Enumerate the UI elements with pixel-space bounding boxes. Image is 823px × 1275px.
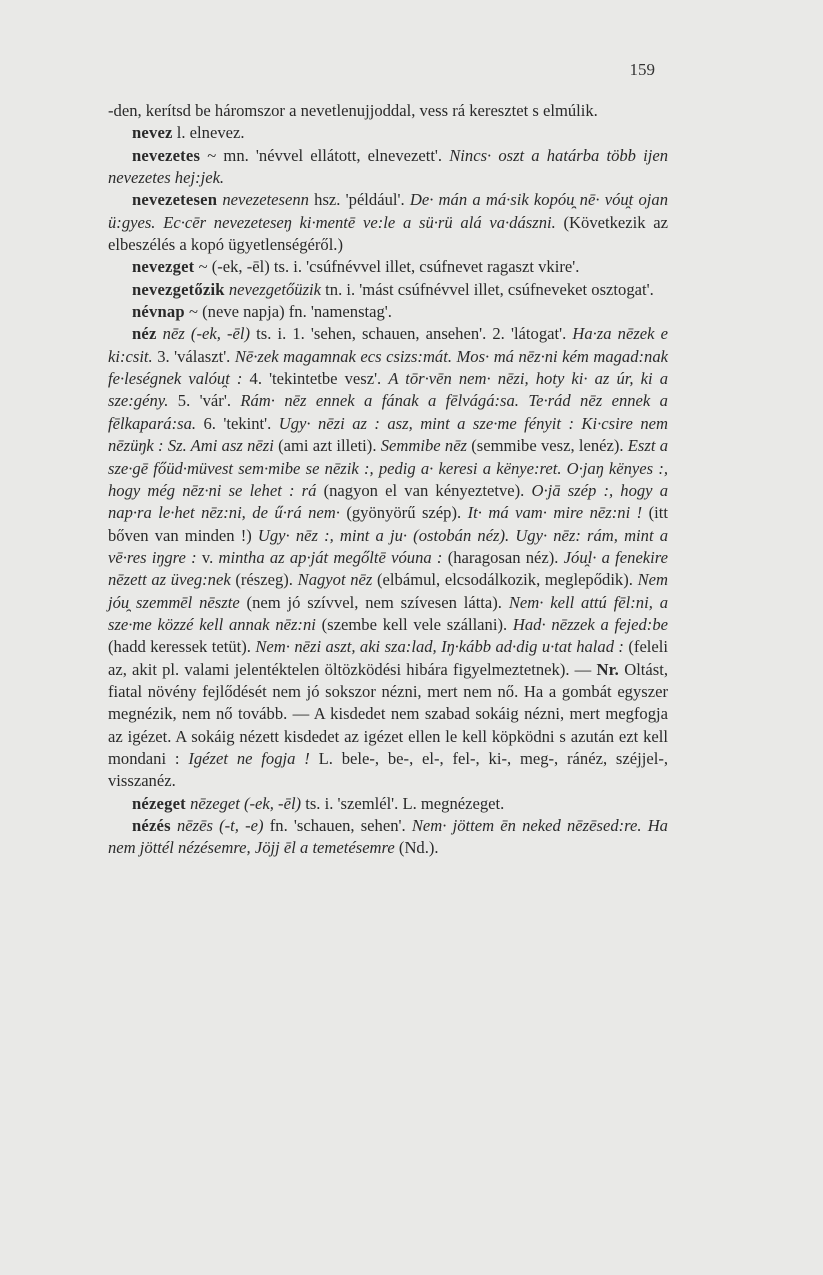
example: Nem· kell attú fēl:ni, a sze·me közzé kell annak nēz:ni [108, 592, 669, 634]
entry-text: ~ (neve napja) fn. 'namenstag'. [184, 302, 392, 322]
example: Ha·za nēzek e ki:csit. [108, 324, 669, 366]
example: Ugy· nēzi az : asz, mint a sze·me fényit : Ki·csire nem nēzüŋk : Sz. Ami asz nēzi [108, 413, 668, 456]
example: Igézet ne fogja ! [188, 748, 310, 768]
entry-text: 4. 'tekintetbe vesz'. [242, 369, 389, 389]
entry-text: v. [196, 547, 219, 567]
entry-text: 3. 'választ'. [152, 346, 235, 366]
entry-text: (ami azt illeti). [273, 436, 381, 456]
entry-nevezget [108, 256, 668, 278]
entry-text: 6. 'tekint'. [196, 413, 279, 433]
dialect-form: nevezetesenn [217, 190, 309, 210]
entry-text: (itt bőven van minden !) [108, 503, 668, 545]
entry-nevezetes [108, 145, 668, 190]
headword: nevezgetőzik [132, 279, 225, 299]
entry-text: (nagyon el van kényeztetve). [316, 480, 532, 500]
entry-nez [108, 323, 668, 792]
example: De· mán a má·sik kopóu̯ nē· vóu̯t ojan ü:gyes. Ec·cēr nevezeteseŋ ki·mentē ve:le a sü·rü alá va·dászni. [108, 190, 668, 232]
example: Nem jóu̯ szemmēl nēszte [108, 570, 669, 612]
example: O·jā szép :, hogy a nap·ra le·het nēz:ni, de ű·rá nem· [108, 480, 669, 523]
entry-text: ts. i. 1. 'sehen, schauen, ansehen'. 2. 'látogat'. [250, 324, 573, 344]
entry-text: (szembe kell vele szállani). [315, 614, 513, 634]
headword: nevez [132, 123, 173, 143]
example: It· má vam· mire nēz:ni ! [467, 503, 643, 523]
entry-text: ts. i. 'szemlél'. L. megnézeget. [301, 793, 505, 813]
entry-text: ~ mn. 'névvel ellátott, elnevezett'. [200, 145, 450, 165]
entry-text: (gyönyörű szép). [339, 503, 468, 523]
entry-text: fn. 'schauen, sehen'. [263, 816, 412, 835]
headword: nézeget [132, 793, 186, 813]
entry-nezes [108, 815, 668, 860]
entry-text: (nem jó szívvel, nem szívesen látta). [239, 592, 509, 612]
example: Nē·zek magamnak ecs csizs:mát. Mos· má nēz·ni kém magad:nak fe·leségnek valóu̯t : [108, 346, 668, 389]
example: Nincs· oszt a határba több ijen nevezetes hej:jek. [108, 145, 668, 188]
headword: nevezetesen [132, 190, 218, 210]
example: Ugy· nēz :, mint a ju· (ostobán néz). Ugy· nēz: rám, mint a vē·res iŋgre : [108, 525, 669, 567]
example: Nagyot nēz [297, 570, 373, 590]
example: A tōr·vēn nem· nēzi, hoty ki· az úr, ki a sze:gény. [108, 369, 668, 411]
example: Nem· jöttem ēn neked nēzēsed:re. Ha nem jöttél nézésemre, Jöjj ēl a temetésemre [108, 816, 668, 858]
example: Rám· nēz ennek a fának a fēlvágá:sa. Te·rád nēz ennek a fēlkapará:sa. [108, 391, 668, 433]
entry-nezeget [108, 793, 668, 815]
entry-text: (részeg). [230, 570, 298, 590]
entry-text: (semmibe vesz, lenéz). [467, 436, 628, 456]
entry-text: (Következik az elbeszélés a kopó ügyetlenségéről.) [108, 212, 668, 255]
entry-text: (Nd.). [394, 838, 439, 858]
page-number: 159 [629, 60, 655, 79]
headword: névnap [132, 302, 185, 322]
entry-text: l. elnevez. [172, 123, 245, 143]
entry-nevezetesen [108, 189, 668, 256]
dialect-form: nēzēs (-t, -e) [170, 816, 264, 835]
entry-text: ~ (-ek, -ēl) ts. i. 'csúfnévvel illet, csúfnevet ragaszt vkire'. [194, 257, 580, 277]
entry-text: 5. 'vár'. [168, 391, 241, 411]
entry-nevez [108, 122, 668, 144]
entry-continuation [108, 100, 668, 122]
entry-text: L. bele-, be-, el-, fel-, ki-, meg-, ránéz, széjjel-, visszanéz. [108, 748, 668, 791]
entry-text: (hadd keressek tetüt). [108, 637, 256, 657]
entry-nevnap [108, 301, 668, 323]
entry-nevezgetozik [108, 279, 668, 301]
example: mintha az ap·ját megőltē vóuna : [218, 547, 443, 567]
entry-text: (haragosan néz). [442, 547, 564, 567]
headword: nevezget [132, 257, 195, 277]
example: Nem· nēzi aszt, aki sza:lad, Iŋ·kább ad·dig u·tat halad : [255, 637, 624, 657]
entry-text: hsz. 'például'. [308, 190, 410, 210]
example: Jóu̯l· a fenekire nēzett az üveg:nek [108, 547, 668, 590]
dialect-form: nevezgetőüzik [224, 279, 322, 299]
entry-text: Oltást, fiatal növény fejlődését nem jó sokszor nézni, mert nem nő. Ha a gombát egyszer megnézik, nem nő tovább. — A kisdedet nem szabad sokáig nézni, mert megfogja az igézet. A sokáig nézett kisdedet az igézet ellen le kell köpködni s azután ezt kell mondani : [108, 659, 668, 768]
dialect-form: nēzeget (-ek, -ēl) [185, 793, 302, 813]
example: Eszt a sze·gē főüd·müvest sem·mibe se nēzik :, pedig a· keresi a kënye:ret. O·jaŋ kënyes :, hogy még nēz·ni se lehet : rá [108, 436, 669, 500]
headword: néz [132, 324, 157, 344]
source-marker: Nr. [596, 659, 620, 679]
entry-text: -den, kerítsd be háromszor a nevetlenujjoddal, vess rá keresztet s elmúlik. [108, 101, 598, 120]
example: Had· nēzzek a fejed:be [512, 614, 668, 634]
headword: nézés [132, 816, 171, 835]
headword: nevezetes [132, 145, 201, 165]
entry-text: (elbámul, elcsodálkozik, meglepődik). [372, 570, 638, 590]
entry-text: tn. i. 'mást csúfnévvel illet, csúfneveket osztogat'. [321, 279, 654, 299]
dictionary-text [108, 100, 668, 860]
dialect-form: nēz (-ek, -ēl) [156, 324, 251, 344]
example: Semmibe nēz [380, 436, 468, 456]
entry-text: (feleli az, akit pl. valami jelentéktelen öltözködési hibára figyelmeztetnek). — [108, 637, 669, 679]
